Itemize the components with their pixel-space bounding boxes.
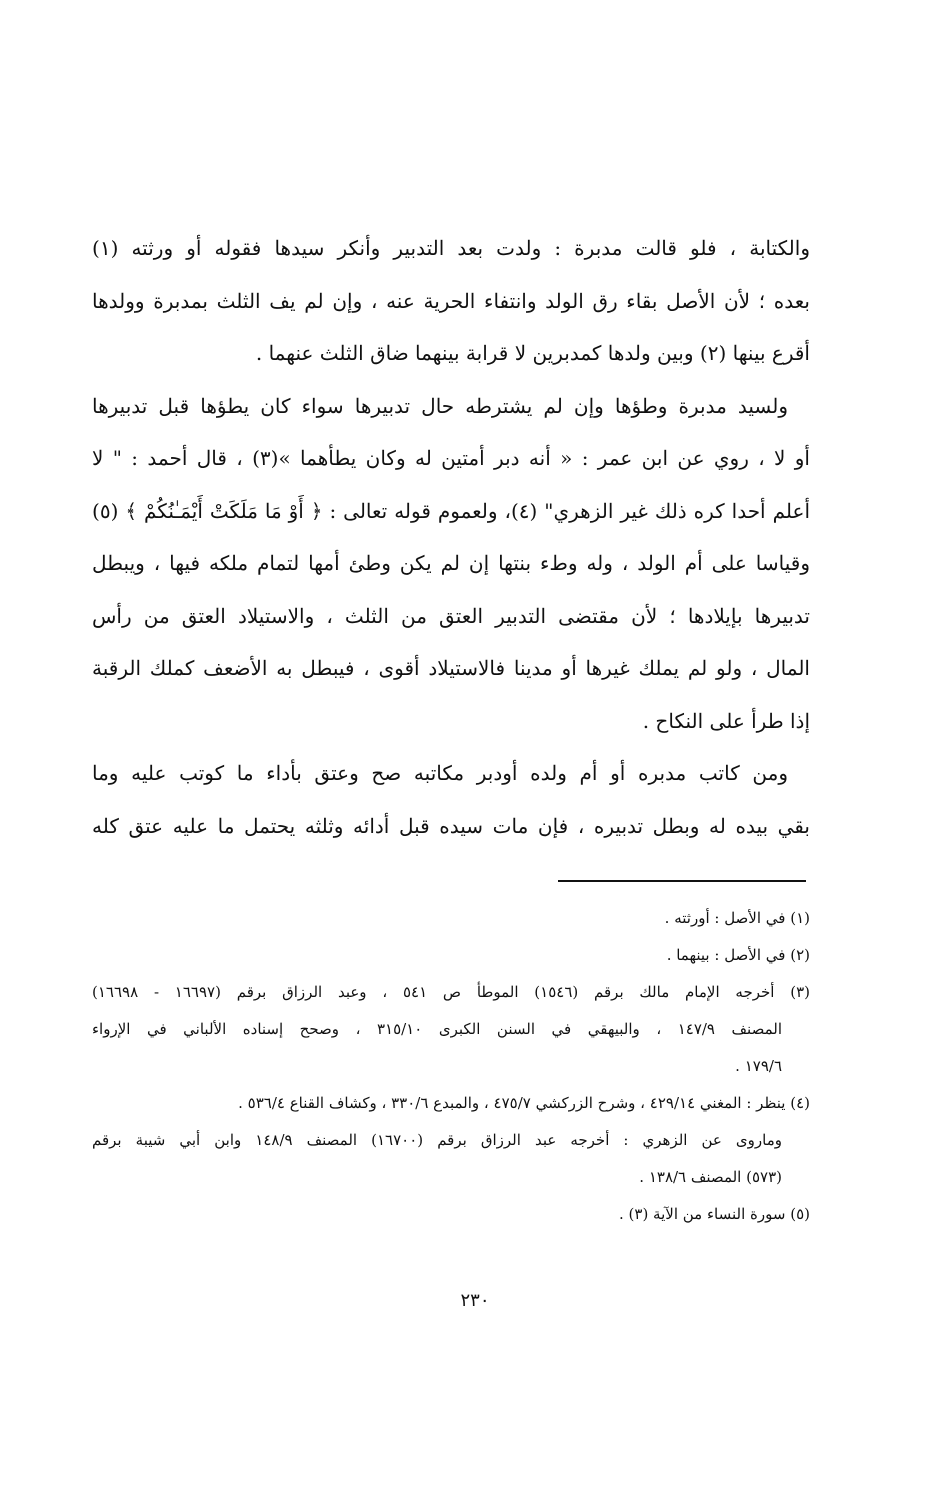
footnote-line: (١) في الأصل : أورثته .: [664, 909, 810, 927]
page-number: ٢٣٠: [460, 1290, 490, 1311]
text-line: أو لا ، روي عن ابن عمر : « أنه دبر أمتين له وكان يطأهما »(٣) ، قال أحمد : " لا: [92, 446, 810, 470]
footnote-divider: [558, 880, 806, 882]
footnote-line: المصنف ١٤٧/٩ ، والبيهقي في السنن الكبرى ٣١٥/١٠ ، وصحح إسناده الألباني في الإرواء: [92, 1020, 782, 1038]
text-line: ومن كاتب مدبره أو أم ولده أودبر مكاتبه صح وعتق بأداء ما كوتب عليه وما: [92, 761, 788, 785]
footnote-line: (٤) ينظر : المغني ٤٢٩/١٤ ، وشرح الزركشي ٤٧٥/٧ ، والمبدع ٣٣٠/٦ ، وكشاف القناع ٥٣٦/٤ .: [238, 1094, 810, 1112]
text-line: وقياسا على أم الولد ، وله وطء بنتها إن لم يكن وطئ أمها لتمام ملكه فيها ، ويبطل: [92, 551, 810, 575]
text-line: أقرع بينها (٢) وبين ولدها كمدبرين لا قرابة بينهما ضاق الثلث عنهما .: [255, 341, 810, 365]
main-text: [92, 222, 810, 852]
text-line: ولسيد مدبرة وطؤها وإن لم يشترطه حال تدبيرها سواء كان يطؤها قبل تدبيرها: [92, 393, 788, 418]
text-line: والكتابة ، فلو قالت مدبرة : ولدت بعد التدبير وأنكر سيدها فقوله أو ورثته (١): [92, 236, 810, 260]
footnote-line: (٢) في الأصل : بينهما .: [666, 946, 810, 964]
footnote-line: (٣) أخرجه الإمام مالك برقم (١٥٤٦) الموطأ ص ٥٤١ ، وعبد الرزاق برقم (١٦٦٩٧ - ١٦٦٩٨): [92, 983, 810, 1001]
footnote-line: (٥) سورة النساء من الآية (٣) .: [618, 1205, 810, 1223]
text-line: أعلم أحدا كره ذلك غير الزهري" (٤)، ولعموم قوله تعالى : ﴿ أَوْ مَا مَلَكَتْ أَيْمَـٰنُكُمْ ﴾ (٥): [92, 498, 810, 523]
text-line: تدبيرها بإيلادها ؛ لأن مقتضى التدبير العتق من الثلث ، والاستيلاد العتق من رأس: [92, 603, 810, 628]
text-line: بعده ؛ لأن الأصل بقاء رق الولد وانتفاء الحرية عنه ، وإن لم يف الثلث بمدبرة وولدها: [92, 288, 810, 313]
footnote-line: (٥٧٣) المصنف ١٣٨/٦ .: [639, 1168, 782, 1186]
footnotes: [92, 900, 810, 1233]
text-line: المال ، ولو لم يملك غيرها أو مدينا فالاستيلاد أقوى ، فيبطل به الأضعف كملك الرقبة: [92, 656, 810, 680]
text-line: إذا طرأ على النكاح .: [642, 708, 810, 733]
text-line: بقي بيده له وبطل تدبيره ، فإن مات سيده قبل أدائه وثلثه يحتمل ما عليه عتق كله: [92, 813, 810, 838]
footnote-line: ١٧٩/٦ .: [735, 1057, 782, 1075]
footnote-line: وماروى عن الزهري : أخرجه عبد الرزاق برقم (١٦٧٠٠) المصنف ١٤٨/٩ وابن أبي شيبة برقم: [92, 1131, 782, 1149]
